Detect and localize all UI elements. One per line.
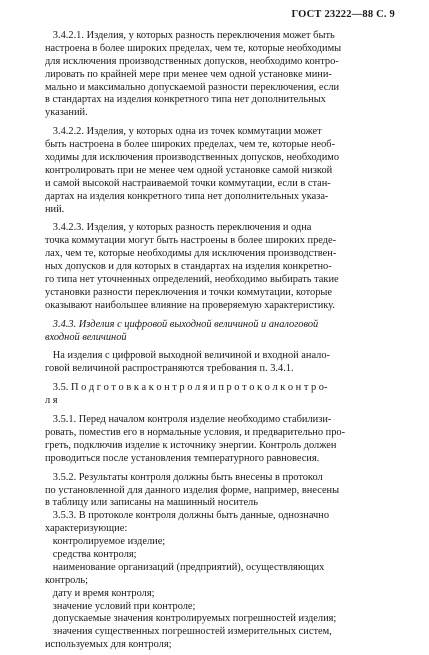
text-line: дату и время контроля; <box>45 587 155 599</box>
document-body <box>45 30 402 652</box>
text-line: контролировать при не менее чем одной установке самой низкой <box>45 164 333 176</box>
paragraph <box>45 30 402 120</box>
text-line: в стандартах на изделия конкретного типа нет дополнительных <box>45 94 326 106</box>
text-line: ровать, поместив его в нормальные условия, и предварительно про- <box>45 426 346 438</box>
text-line: 3.4.2.1. Изделия, у которых разность переключения может быть <box>45 30 335 41</box>
text-line: На изделия с цифровой выходной величиной и входной анало- <box>45 350 331 362</box>
text-line: контроль; <box>45 574 89 586</box>
text-line: проводиться после установления температурного равновесия. <box>45 452 320 464</box>
paragraph <box>45 126 402 216</box>
text-line: ний. <box>45 203 65 215</box>
paragraph <box>45 222 402 312</box>
text-line: наименование организаций (предприятий), осуществляющих <box>45 561 325 573</box>
text-line: 3.5.2. Результаты контроля должны быть внесены в протокол <box>45 471 323 483</box>
text-line: говой величиной распространяются требования п. 3.4.1. <box>45 363 294 375</box>
text-line: по установленной для данного изделия форме, например, внесены <box>45 484 340 496</box>
page-header: ГОСТ 23222—88 С. 9 <box>291 9 395 20</box>
text-line: 3.4.3. Изделия с цифровой выходной величиной и аналоговой <box>45 318 319 330</box>
text-line: используемых для контроля; <box>45 639 172 651</box>
text-line: в таблицу или записаны на машинный носитель <box>45 497 258 509</box>
text-line: значение условий при контроле; <box>45 600 196 612</box>
text-line: средства контроля; <box>45 548 137 560</box>
text-line: ных допусков и для которых в стандартах на изделия конкретно- <box>45 261 332 273</box>
paragraph <box>45 319 402 345</box>
paragraph <box>45 350 402 376</box>
text-line: оказывают наибольшее влияние на проверяемую характеристику. <box>45 299 335 311</box>
text-line: 3.5. П о д г о т о в к а к о н т р о л я и п р о т о к о л к о н т р о- <box>45 382 328 394</box>
text-line: входной величиной <box>45 331 127 343</box>
text-line: точка коммутации могут быть настроены в более широких преде- <box>45 235 337 247</box>
paragraph <box>45 414 402 466</box>
text-line: контролируемое изделие; <box>45 536 166 548</box>
text-line: греть, подключив изделие к источнику энергии. Контроль должен <box>45 439 337 451</box>
text-line: 3.4.2.3. Изделия, у которых разность переключения и одна <box>45 222 312 234</box>
text-line: и самой высокой настраиваемой точки коммутации, если в стан- <box>45 177 331 189</box>
text-line: лах, чем те, которые необходимы для исключения производствен- <box>45 248 337 260</box>
paragraph <box>45 382 402 408</box>
text-line: лировать по крайней мере при менее чем одной установке мини- <box>45 68 332 80</box>
text-line: быть настроена в более широких пределах, чем те, которые необ- <box>45 139 336 151</box>
text-line: 3.4.2.2. Изделия, у которых одна из точек коммутации может <box>45 126 322 138</box>
paragraph <box>45 510 402 652</box>
text-line: 3.5.1. Перед началом контроля изделие необходимо стабилизи- <box>45 414 332 426</box>
text-line: указаний. <box>45 107 88 119</box>
text-line: допускаемые значения контролируемых погрешностей изделия; <box>45 613 337 625</box>
text-line: характеризующие: <box>45 523 128 535</box>
text-line: мально и максимально допускаемой разности переключения, если <box>45 81 340 93</box>
text-line: для исключения производственных допусков, необходимо контро- <box>45 55 339 67</box>
paragraph <box>45 472 402 511</box>
text-line: установки разности переключения и точки коммутации, которые <box>45 286 333 298</box>
text-line: значения существенных погрешностей измерительных систем, <box>45 626 332 638</box>
text-line: настроена в более широких пределах, чем те, которые необходимы <box>45 42 342 54</box>
text-line: 3.5.3. В протоколе контроля должны быть данные, однозначно <box>45 510 330 522</box>
text-line: л я <box>45 395 58 407</box>
text-line: дартах на изделия конкретного типа нет дополнительных указа- <box>45 190 329 202</box>
text-line: го типа нет уточненных определений, необходимо выбирать такие <box>45 274 339 286</box>
text-line: ходимы для исключения производственных допусков, необходимо <box>45 152 340 164</box>
